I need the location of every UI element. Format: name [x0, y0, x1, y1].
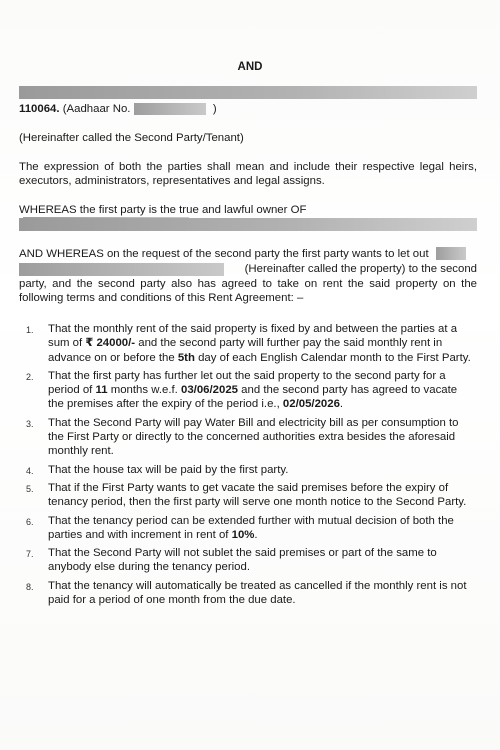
term-number: 2.: [26, 371, 34, 382]
term-number: 8.: [26, 581, 34, 592]
redacted-let-out-property: [436, 247, 466, 260]
term-item: [26, 322, 472, 365]
and-whereas-rest: party, and the second party also has agreed to take on rent the said property on the following terms and conditions of this Rent Agreement: –: [19, 278, 477, 304]
term-item: [26, 579, 472, 608]
term-text: That the house tax will be paid by the first party.: [48, 463, 289, 476]
term-text: That if the First Party wants to get vacate the said premises before the expiry of tenancy period, then the first party will serve one month notice to the Second Party.: [48, 481, 467, 509]
and-whereas-line2: [19, 262, 477, 276]
term-text: That the tenancy period can be extended further with mutual decision of both the parties and with increment in rent of: [48, 514, 454, 541]
term-text: and the second party has agreed to vacate the premises after the expiry of the period i.e.,: [48, 384, 458, 411]
term-text: day of each English Calendar month to the First Party.: [194, 351, 471, 364]
term-item: [26, 481, 472, 510]
term-item: [26, 369, 472, 412]
expression-paragraph: The expression of both the parties shall mean and include their respective legal heirs, executors, administrators, representatives and legal assigns.: [19, 161, 477, 187]
second-party-aadhaar-line: [19, 102, 477, 116]
term-highlight: 03/06/2025: [181, 384, 239, 397]
term-number: 7.: [26, 549, 34, 560]
term-text: That the first party has further let out the said property to the second party for a period of: [48, 369, 446, 397]
term-text: That the tenancy will automatically be treated as cancelled if the monthly rent is not paid for a period of one month from the due date.: [48, 579, 467, 607]
term-text: .: [254, 528, 258, 541]
redacted-name-bar: [19, 86, 477, 99]
redacted-property-description: [19, 263, 224, 276]
terms-list: [26, 322, 472, 611]
term-number: 3.: [26, 418, 34, 429]
term-text: and the second party will further pay the said monthly rent in advance on or before the: [48, 337, 443, 364]
term-item: [26, 463, 472, 477]
heading-and: AND: [237, 61, 263, 73]
pin-code: 110064.: [19, 103, 60, 115]
term-number: 5.: [26, 483, 34, 494]
term-number: 6.: [26, 516, 34, 527]
term-number: 1.: [26, 325, 34, 335]
term-text: That the monthly rent of the said property is fixed by and between the parties at a sum of: [48, 323, 458, 350]
term-number: 4.: [26, 465, 34, 476]
whereas-owner-text: WHEREAS the first party is the true and lawful owner OF: [19, 204, 307, 216]
term-highlight: 5th: [177, 351, 195, 364]
term-item: [26, 416, 472, 459]
term-text: months w.e.f.: [107, 384, 181, 397]
and-whereas-line1: [19, 247, 477, 261]
and-whereas-text: AND WHEREAS on the request of the second party the first party wants to let out: [19, 248, 429, 260]
term-highlight: ₹ 24000/-: [85, 337, 136, 350]
redacted-aadhaar: [134, 103, 206, 115]
redacted-property-address: [19, 218, 477, 231]
aadhaar-label: (Aadhaar No.: [62, 103, 131, 115]
hereinafter-property-text: (Hereinafter called the property) to the second: [244, 263, 477, 275]
term-text: That the Second Party will not sublet the said premises or part of the same to anybody else during the tenancy period.: [48, 547, 437, 574]
term-item: [26, 514, 472, 543]
second-party-called: (Hereinafter called the Second Party/Tenant): [19, 132, 244, 144]
term-text: .: [339, 398, 344, 411]
term-text: That the Second Party will pay Water Bill and electricity bill as per consumption to the First Party or directly to the concerned authorities extra besides the aforesaid monthly rent.: [48, 416, 459, 458]
aadhaar-close: ): [212, 103, 217, 115]
term-item: [26, 546, 472, 575]
term-highlight: 11: [95, 384, 108, 397]
term-highlight: 10%: [231, 528, 255, 541]
term-highlight: 02/05/2026: [282, 398, 340, 411]
